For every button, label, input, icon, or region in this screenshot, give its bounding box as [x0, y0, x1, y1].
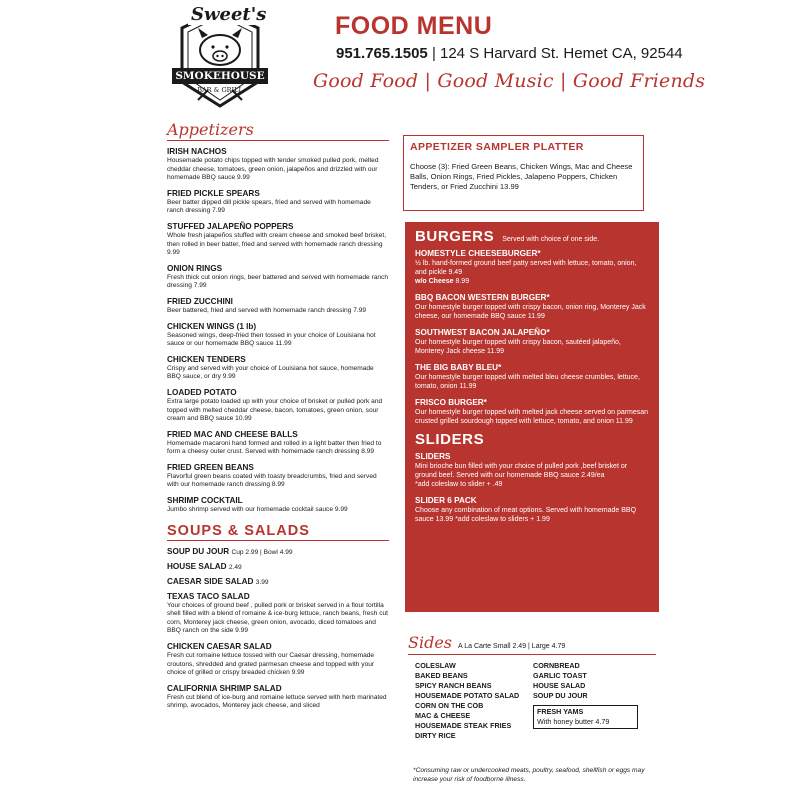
appetizer-item [167, 222, 389, 258]
appetizer-item [167, 189, 389, 216]
item-name: CHICKEN WINGS (1 lb) [167, 321, 257, 331]
sides-column-2-list [533, 661, 644, 701]
soup-inline-item [167, 547, 389, 558]
item-description: Fresh cut romaine lettuce tossed with our Caesar dressing, homemade croutons, shredded and grated parmesan cheese and topped with your choice of grilled or crispy breaded chicken 9.99 [167, 652, 375, 677]
item-description: Whole fresh jalapeños stuffed with cream cheese and smoked beef brisket, then rolled in beer batter, fried and served with homemade ranch dressing 9.99 [167, 231, 387, 257]
appetizer-item [167, 355, 389, 382]
burgers-panel [405, 222, 659, 612]
appetizer-item [167, 463, 389, 490]
salad-item [167, 684, 389, 711]
appetizer-item [167, 388, 389, 424]
appetizer-item [167, 496, 389, 515]
item-description: Fresh thick cut onion rings, beer battered and served with homemade ranch dressing 7.99 [167, 273, 389, 290]
item-description: Beer batter dipped dill pickle spears, fried and served with homemade ranch dressing 7.99 [167, 198, 371, 215]
fresh-yams-box [533, 705, 638, 729]
sampler-title: APPETIZER SAMPLER PLATTER [410, 141, 584, 153]
side-item: CORNBREAD [533, 661, 580, 670]
sides-column-1 [408, 661, 526, 741]
item-name: STUFFED JALAPEÑO POPPERS [167, 221, 294, 231]
side-item: GARLIC TOAST [533, 671, 587, 680]
item-price: 3.99 [255, 578, 269, 586]
side-item: BAKED BEANS [415, 671, 468, 680]
side-item: SPICY RANCH BEANS [415, 681, 492, 690]
appetizer-list [167, 147, 389, 515]
salad-item [167, 592, 389, 636]
slider-item [415, 452, 649, 489]
item-price: Cup 2.99 | Bowl 4.99 [231, 548, 293, 556]
side-item: SOUP DU JOUR [533, 691, 588, 700]
item-name: CHICKEN TENDERS [167, 354, 246, 364]
slogan: Good Food | Good Music | Good Friends [313, 70, 706, 92]
salad-item [167, 642, 389, 678]
disclaimer: *Consuming raw or undercooked meats, poultry, seafood, shellfish or eggs may increase your risk of foodborne illness. [413, 767, 645, 783]
appetizer-item [167, 297, 389, 316]
left-column [167, 120, 389, 717]
item-description: Seasoned wings, deep-fried then tossed in your choice of Louisiana hot sauce or our homemade BBQ sauce 11.99 [167, 331, 376, 348]
side-item: MAC & CHEESE [415, 711, 471, 720]
soup-inline-list [167, 547, 389, 588]
item-name: THE BIG BABY BLEU* [415, 363, 502, 372]
sides-section [408, 633, 656, 741]
slider-item [415, 496, 649, 524]
item-name: SOUTHWEST BACON JALAPEÑO* [415, 328, 550, 337]
item-description: Crispy and served with your choice of Louisiana hot sauce, homemade BBQ sauce, or dry 9.99 [167, 364, 374, 381]
item-name: SLIDERS [415, 452, 451, 461]
item-name: TEXAS TACO SALAD [167, 591, 250, 601]
soups-salads-heading: SOUPS & SALADS [167, 523, 389, 541]
side-item: CORN ON THE COB [415, 701, 484, 710]
item-description: Fresh cut blend of ice-burg and romaine lettuce served with herb marinated shrimp, avocados, Monterey jack cheese, and sliced [167, 693, 387, 710]
item-price: 2.49 [228, 563, 242, 571]
item-name: FRIED MAC AND CHEESE BALLS [167, 429, 298, 439]
item-name: CHICKEN CAESAR SALAD [167, 642, 272, 652]
side-item: HOUSEMADE POTATO SALAD [415, 691, 520, 700]
item-description: Housemade potato chips topped with tender smoked pulled pork, melted cheddar cheese, tomatoes, green onion, jalapeños and drizzled with our homemade BBQ sauce 9.99 [167, 157, 379, 182]
item-description: ½ lb. hand-formed ground beef patty served with lettuce, tomato, onion, and pickle 9.49 [415, 260, 637, 276]
extra-price: 8.99 [455, 278, 470, 285]
side-item: DIRTY RICE [415, 731, 456, 740]
item-name: BBQ BACON WESTERN BURGER* [415, 293, 550, 302]
item-description: Our homestyle burger topped with melted bleu cheese crumbles, lettuce, tomato, onion 11.99 [415, 374, 640, 390]
soup-list [167, 592, 389, 711]
sampler-description: Choose (3): Fried Green Beans, Chicken Wings, Mac and Cheese Balls, Onion Rings, Fried Pickles, Jalapeno Poppers, Chicken Tenders, or Fried Zucchini 13.99 [410, 162, 633, 191]
item-note: *add coleslaw to slider + .49 [415, 481, 503, 488]
item-description: Our homestyle burger topped with crispy bacon, sautéed jalapeño, Monterey Jack cheese 11.99 [415, 339, 621, 355]
appetizer-item [167, 430, 389, 457]
burger-item [415, 398, 649, 426]
contact-line [336, 45, 683, 62]
item-name: FRISCO BURGER* [415, 398, 487, 407]
sliders-heading: SLIDERS [415, 431, 485, 448]
item-extra [415, 277, 649, 286]
item-description: Jumbo shrimp served with our homemade cocktail sauce 9.99 [167, 506, 348, 514]
sampler-box [403, 135, 644, 211]
burger-list [415, 249, 649, 426]
logo-smokehouse-text: SMOKEHOUSE [175, 70, 265, 82]
side-item: COLESLAW [415, 661, 456, 670]
item-name: IRISH NACHOS [167, 147, 227, 156]
appetizer-item [167, 147, 389, 183]
sides-subheading: A La Carte Small 2.49 | Large 4.79 [458, 643, 566, 650]
address: | 124 S Harvard St. Hemet CA, 92544 [431, 45, 683, 62]
soup-inline-item [167, 562, 389, 573]
item-description: Homemade macaroni hand formed and rolled in a light batter then fried to form a cheesy outer crust. Served with homemade ranch dressing 8.99 [167, 439, 382, 456]
restaurant-logo [168, 6, 272, 112]
item-name: SLIDER 6 PACK [415, 496, 477, 505]
item-name: SHRIMP COCKTAIL [167, 496, 243, 506]
item-name: LOADED POTATO [167, 387, 237, 397]
item-description: Extra large potato loaded up with your choice of brisket or pulled pork and topped with melted cheddar cheese, bacon, tomatoes, green onion, sour cream and BBQ sauce 10.99 [167, 397, 383, 423]
logo-script-name: Sweet's [188, 5, 269, 25]
appetizers-heading: Appetizers [167, 120, 389, 141]
burger-item [415, 363, 649, 391]
phone-number: 951.765.1505 [336, 45, 428, 62]
sides-header [408, 633, 656, 655]
logo-bar-grill-text: BAR & GRILL [197, 86, 243, 94]
item-description: Your choices of ground beef , pulled pork or brisket served in a flour tortilla shell filled with a blend of romaine & ice-burg lettuce, ranch beans, fresh cut corn, Monterey jack cheese, green onion, avocado, diced tomatoes and BBQ ranch on the side 9.99 [167, 601, 389, 635]
page-title: FOOD MENU [335, 12, 493, 40]
soup-inline-item [167, 577, 389, 588]
burgers-header [415, 228, 649, 245]
burger-item [415, 249, 649, 286]
item-name: HOUSE SALAD [167, 561, 227, 571]
item-name: FRIED GREEN BEANS [167, 462, 254, 472]
burger-item [415, 293, 649, 321]
burgers-subheading: Served with choice of one side. [502, 236, 600, 243]
appetizer-item [167, 264, 389, 291]
item-description: Our homestyle burger topped with melted jack cheese served on parmesan crusted grilled sourdough topped with lettuce, tomato, and onion 11.99 [415, 409, 649, 425]
sliders-header [415, 431, 649, 448]
item-name: CAESAR SIDE SALAD [167, 576, 254, 586]
item-name: ONION RINGS [167, 263, 223, 273]
extra-label: w/o Cheese [415, 278, 454, 285]
item-name: FRIED PICKLE SPEARS [167, 188, 260, 198]
item-description: Choose any combination of meat options. Served with homemade BBQ sauce 13.99 *add coleslaw to sliders + 1.99 [415, 507, 637, 523]
item-name: FRIED ZUCCHINI [167, 296, 233, 306]
item-description: Flavorful green beans coated with toasty breadcrumbs, fried and served with our homemade ranch dressing 8.99 [167, 472, 377, 489]
item-name: SOUP DU JOUR [167, 546, 230, 556]
side-item: HOUSE SALAD [533, 681, 586, 690]
appetizer-item [167, 322, 389, 349]
item-name: CALIFORNIA SHRIMP SALAD [167, 683, 282, 693]
item-name: HOMESTYLE CHEESEBURGER* [415, 249, 541, 258]
side-item: HOUSEMADE STEAK FRIES [415, 721, 512, 730]
yams-description: With honey butter 4.79 [537, 717, 610, 726]
item-description: Our homestyle burger topped with crispy bacon, onion ring, Monterey Jack cheese, our homemade BBQ sauce 11.99 [415, 304, 646, 320]
sides-heading: Sides [408, 633, 452, 652]
item-description: Mini brioche bun filled with your choice of pulled pork ,beef brisket or ground beef. Served with our homemade BBQ sauce 2.49/ea [415, 463, 628, 479]
sides-columns [408, 661, 656, 741]
slider-list [415, 452, 649, 524]
burger-item [415, 328, 649, 356]
item-description: Beer battered, fried and served with homemade ranch dressing 7.99 [167, 306, 367, 314]
sides-column-2 [526, 661, 644, 741]
yams-name: FRESH YAMS [537, 707, 584, 716]
burgers-heading: BURGERS [415, 228, 495, 245]
